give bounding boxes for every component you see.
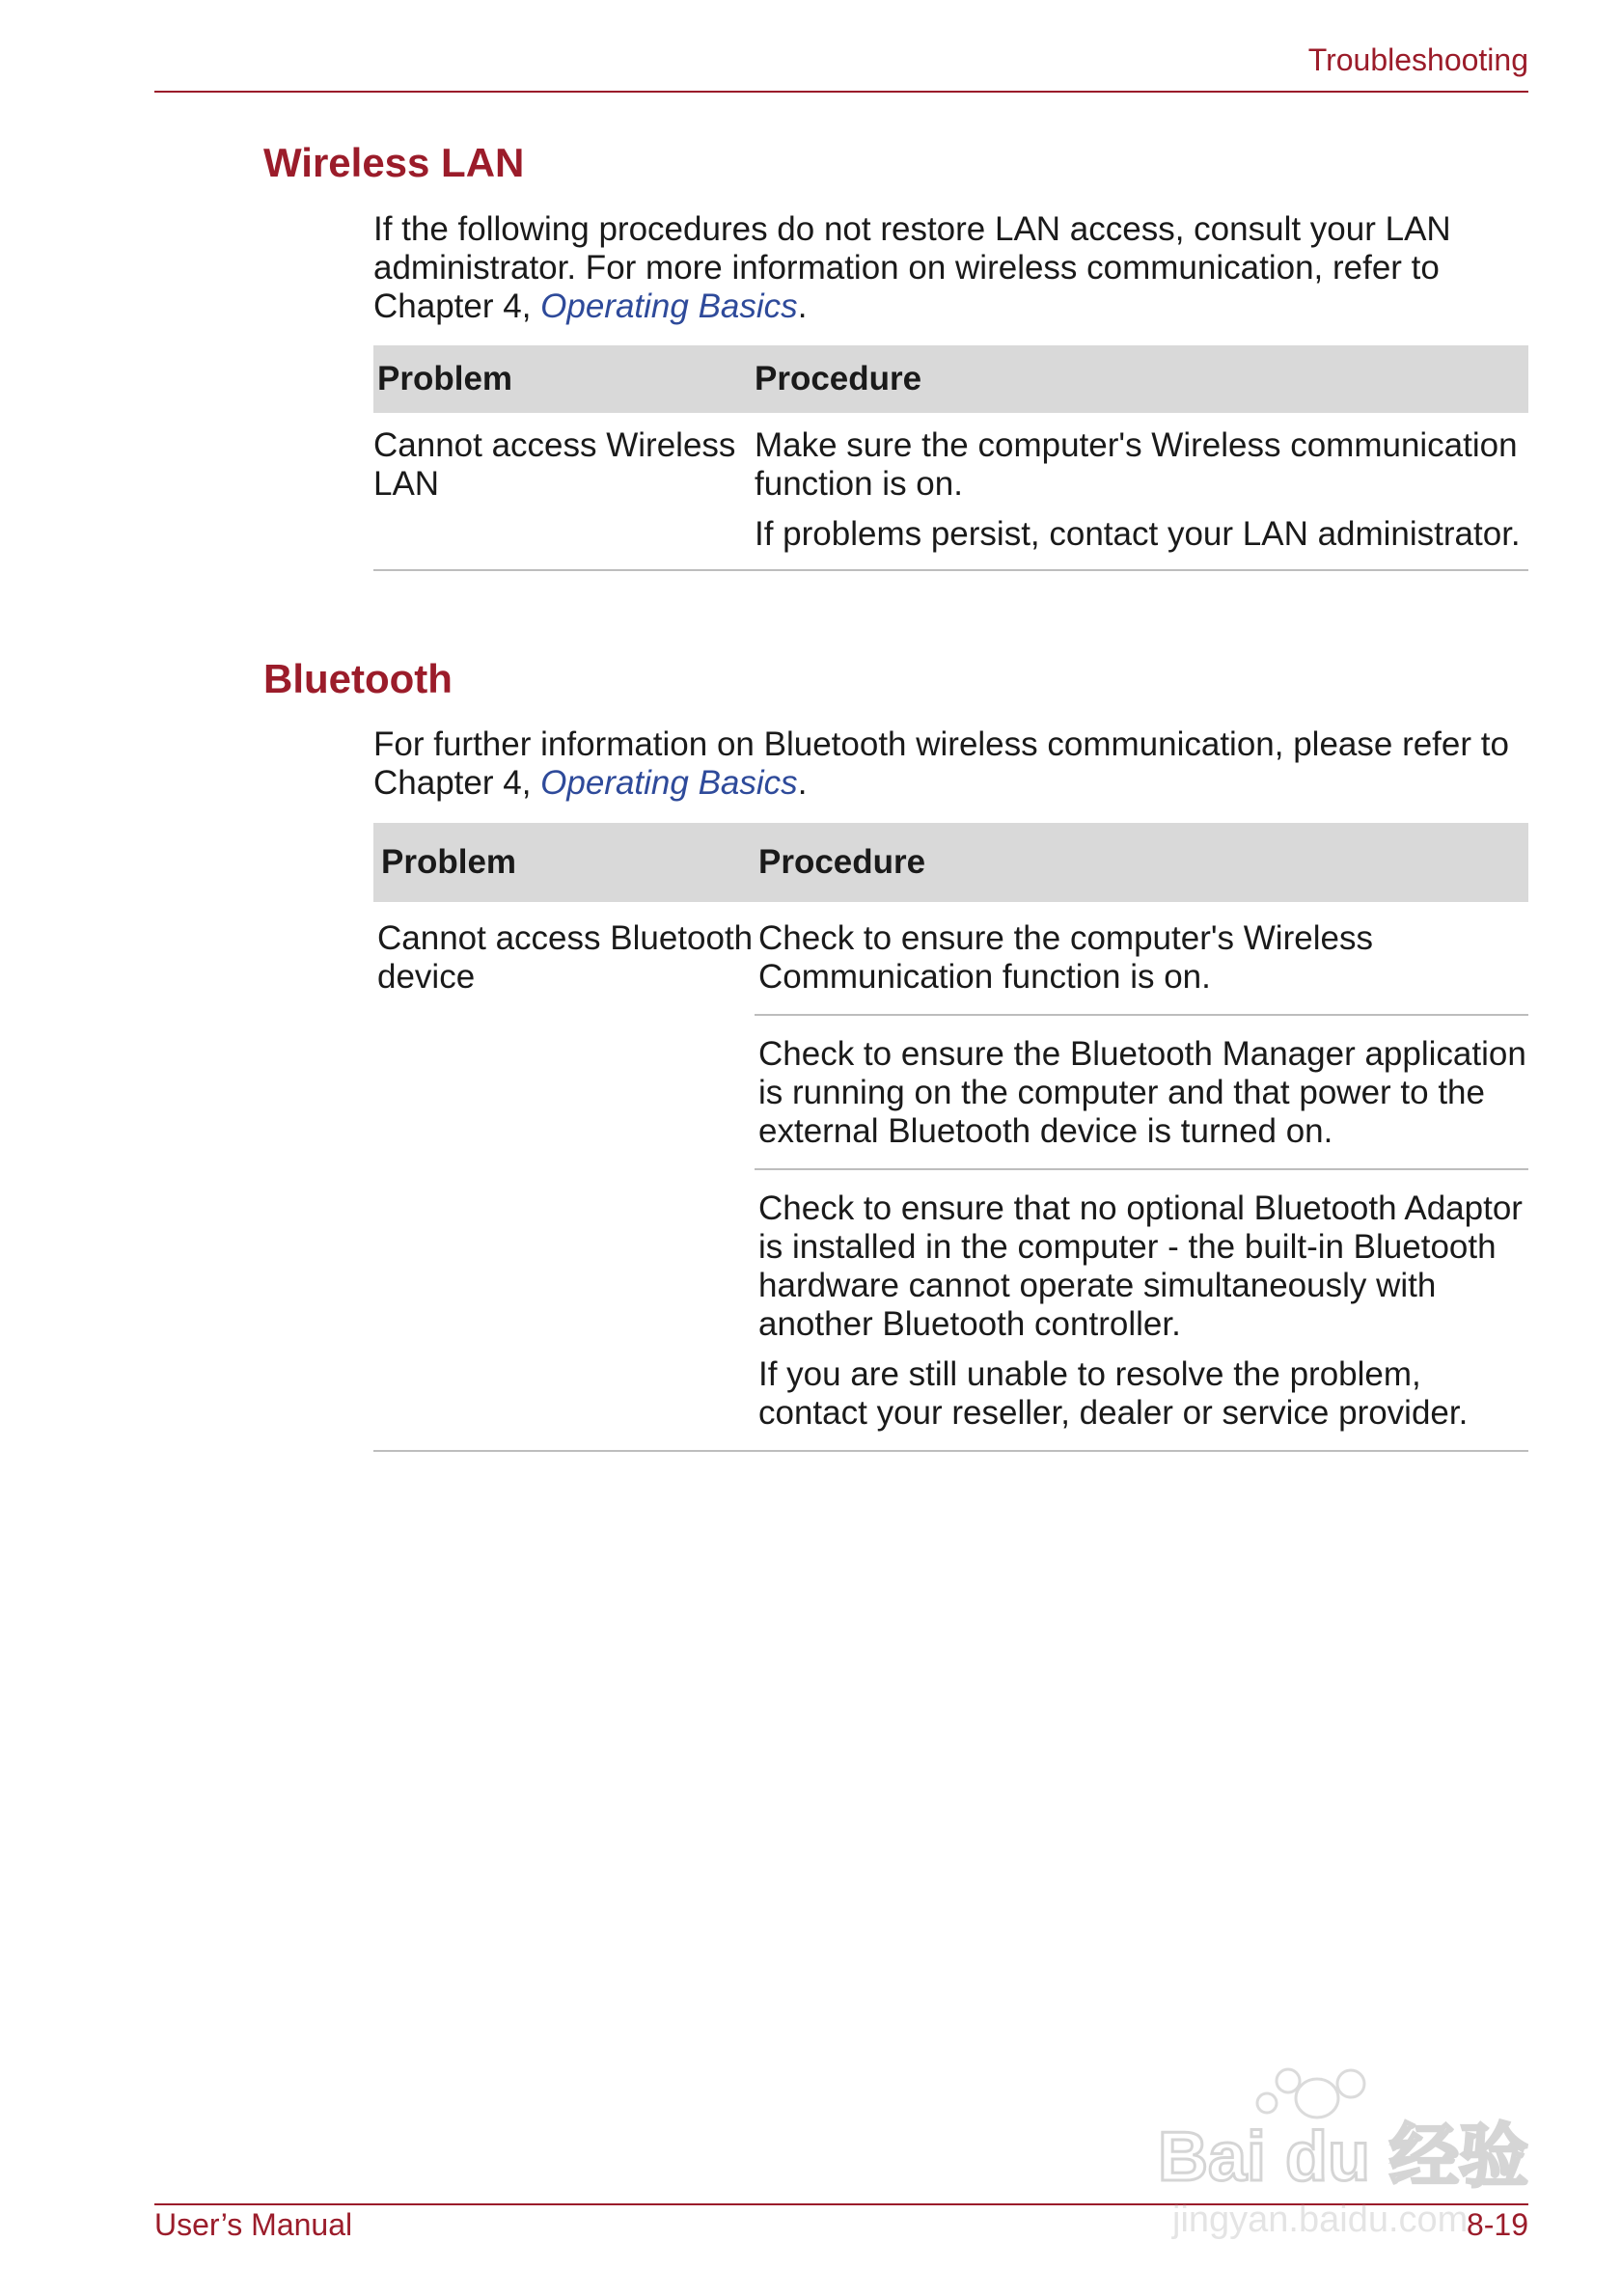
header-problem: Problem (377, 360, 513, 397)
table-row (373, 413, 1528, 569)
operating-basics-link[interactable]: Operating Basics (540, 764, 798, 802)
operating-basics-link[interactable]: Operating Basics (540, 287, 798, 325)
running-header: Troubleshooting (1307, 42, 1528, 77)
wireless-intro: If the following procedures do not restore LAN access, consult your LAN administrator. For more information on wireless communication, refer to Chapter 4, Operating Basics. (373, 210, 1451, 325)
watermark-brand-text: Bai du 经验 (1158, 2118, 1529, 2196)
table-bottom-rule (373, 569, 1528, 571)
procedure-text: Make sure the computer's Wireless communication function is on. (755, 426, 1518, 503)
section-title-bluetooth: Bluetooth (263, 656, 453, 701)
table-row (373, 1016, 1528, 1168)
page-number: 8-19 (1466, 2207, 1528, 2242)
procedure-text: If you are still unable to resolve the problem, contact your reseller, dealer or service provider. (758, 1355, 1469, 1432)
footer-rule (154, 2203, 1528, 2205)
procedure-cell (755, 426, 1528, 554)
watermark-url-text: jingyan.baidu.com (1172, 2200, 1469, 2240)
procedure-cell (755, 919, 1528, 1014)
table-header-row (373, 345, 1528, 413)
problem-cell: Cannot access Wireless LAN (373, 426, 736, 503)
table-header-row (373, 823, 1528, 902)
procedure-cell (755, 1035, 1528, 1151)
header-problem: Problem (381, 843, 517, 881)
procedure-cell (755, 1189, 1528, 1433)
bluetooth-table (373, 823, 1528, 1452)
bluetooth-intro: For further information on Bluetooth wireless communication, please refer to Chapter 4, Operating Basics. (373, 725, 1509, 802)
procedure-text: Check to ensure the computer's Wireless Communication function is on. (758, 919, 1373, 996)
table-row (373, 902, 1528, 1014)
procedure-text: Check to ensure the Bluetooth Manager application is running on the computer and that power to the external Bluetooth device is turned on. (758, 1035, 1526, 1150)
table-bottom-rule (373, 1450, 1528, 1452)
wireless-lan-table (373, 345, 1528, 571)
footer-manual-label: User’s Manual (154, 2207, 353, 2242)
procedure-text: If problems persist, contact your LAN administrator. (755, 515, 1521, 553)
problem-cell: Cannot access Bluetooth device (377, 919, 754, 996)
header-rule (154, 91, 1528, 93)
section-title-wireless-lan: Wireless LAN (263, 140, 525, 185)
header-procedure: Procedure (755, 360, 922, 397)
header-procedure: Procedure (758, 843, 926, 881)
table-row (373, 1170, 1528, 1450)
procedure-text: Check to ensure that no optional Bluetooth Adaptor is installed in the computer - the built-in Bluetooth hardware cannot operate simultaneously with another Bluetooth controller. (758, 1189, 1523, 1343)
